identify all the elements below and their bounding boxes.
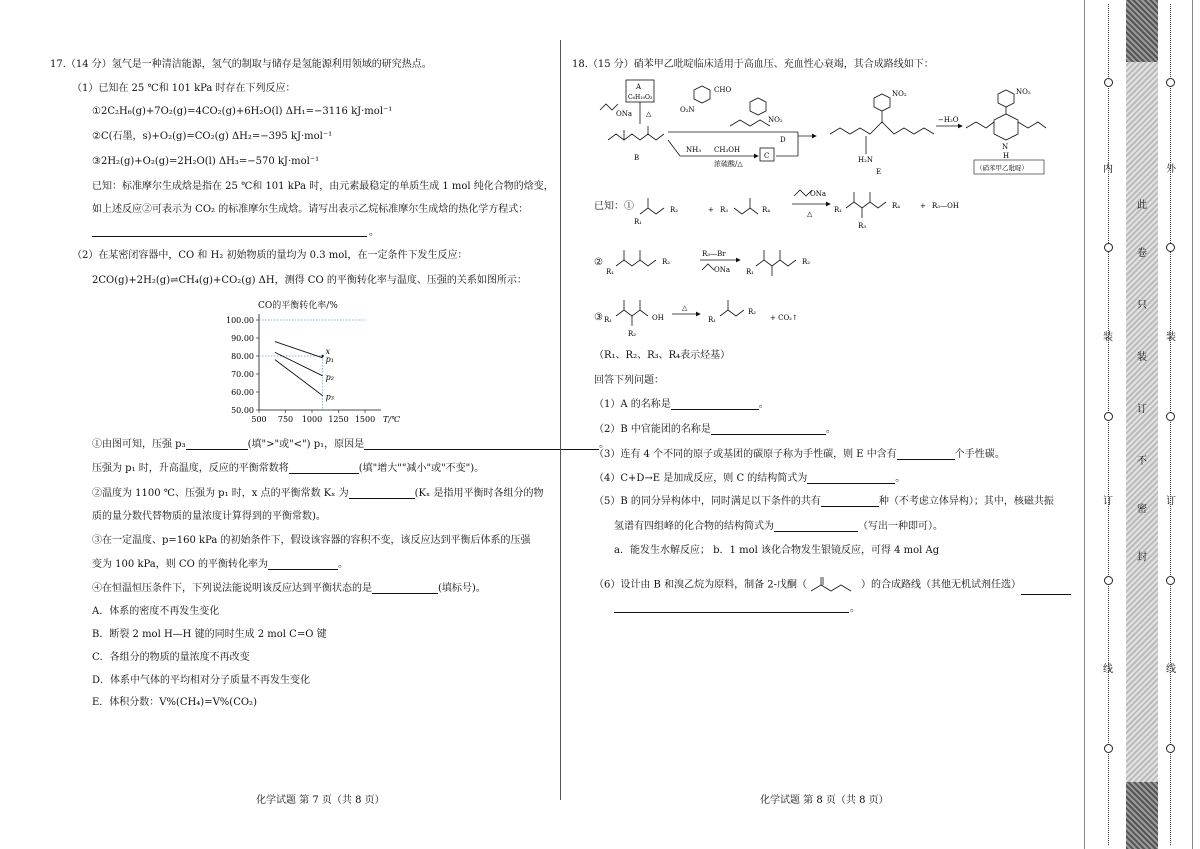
q18-header: 18.（15 分）硝苯甲乙吡啶临床适用于高血压、充血性心衰竭，其合成路线如下：	[572, 59, 934, 70]
known-reaction-1	[634, 184, 984, 236]
k3-r2: R₂	[628, 330, 637, 338]
q17-header: 17.（14 分）氢气是一种清洁能源，氢气的制取与储存是氢能源利用领域的研究热点。	[50, 59, 432, 70]
k1-prod-r3: R₃	[858, 222, 867, 230]
product-nitro: NO₂	[1016, 88, 1031, 96]
q17-s2-cont: 质的量分数代替物质的量浓度计算得到的平衡常数)。	[92, 511, 326, 522]
binding-hole-1	[1104, 78, 1113, 87]
series-line-2	[275, 360, 323, 396]
k3-prod-r1: R₁	[708, 316, 717, 324]
q17-s1-text-b: (填">"或"<") p₁，原因是	[247, 439, 365, 450]
q18-1-text: （1）A 的名称是	[594, 399, 671, 410]
synthesis-scheme	[590, 76, 1050, 180]
blank-s1-3[interactable]	[289, 464, 359, 474]
k1-r2: R₂	[670, 206, 679, 214]
k1-delta: △	[807, 210, 813, 218]
k3-delta: △	[682, 304, 688, 312]
q17-s1-text-c: 压强为 p₁ 时，升高温度，反应的平衡常数将	[92, 463, 289, 474]
q18-3-end: 个手性碳。	[954, 449, 1005, 460]
k1-r3: R₃	[720, 206, 729, 214]
q18-5-text-b: 种（不考虑立体异构）；其中，核磁共振	[878, 496, 1054, 507]
q17-s2-text-b: (Kₓ 是指用平衡时各组分的物	[414, 488, 544, 499]
outer-char-0: 外	[1166, 164, 1176, 175]
compound-d-label: D	[780, 136, 786, 144]
compound-e-amine: H₂N	[858, 156, 874, 164]
compound-e-aryl-ring	[874, 94, 890, 111]
k2-prod-r1: R₁	[746, 268, 755, 276]
blank-q18-6b[interactable]	[614, 612, 849, 613]
q17-part2: （2）在某密闭容器中，CO 和 H₂ 初始物质的量均为 0.3 mol，在一定条件下发生反应：	[72, 250, 468, 261]
q17-answer-line-1[interactable]	[92, 236, 367, 237]
q18-5-text-d: （写出一种即可）。	[858, 521, 943, 532]
blank-q18-5b[interactable]	[774, 522, 858, 532]
dehydration-label: −H₂O	[938, 116, 959, 124]
x-tick-label-2: 1000	[301, 415, 323, 424]
k2-r1: R₁	[606, 268, 615, 276]
x-axis-label: T/℃	[383, 415, 400, 424]
q18-5-text-a: （5）B 的同分异构体中，同时满足以下条件的共有	[594, 496, 821, 507]
y-tick-label-1: 60.00	[231, 388, 254, 397]
strip-border-right	[1192, 0, 1193, 849]
blank-s2[interactable]	[349, 489, 415, 499]
mid-char-1: 装	[1103, 332, 1113, 343]
blank-q18-2[interactable]	[711, 425, 826, 435]
k2-r3br: R₃—Br	[702, 250, 726, 258]
x-tick-label-4: 1500	[354, 415, 376, 424]
q18-5-text-c: 氢谱有四组峰的化合物的结构简式为	[614, 521, 774, 532]
product-aryl-ring	[998, 90, 1014, 107]
q17-option-c: C．各组分的物质的量浓度不再改变	[92, 652, 250, 663]
answer-prompt: 回答下列问题：	[594, 375, 664, 386]
q17-s1-follow	[92, 464, 484, 474]
q17-s2-lead	[92, 489, 543, 499]
blank-s3[interactable]	[268, 560, 338, 570]
x-tick-label-3: 1250	[328, 415, 349, 424]
binding-hole-8	[1166, 412, 1175, 421]
q18-5-conditions: a．能发生水解反应； b．1 mol 该化合物发生银镜反应，可得 4 mol Ag	[614, 545, 940, 556]
k1-r3oh: R₃—OH	[932, 202, 959, 210]
mid-char-2: 订	[1103, 496, 1113, 507]
reagent-nh3: NH₃	[686, 146, 702, 154]
reagent-ch3oh: CH₃OH	[714, 146, 741, 154]
q17-reaction: 2CO(g)+2H₂(g)⇌CH₄(g)+CO₂(g) ΔH，测得 CO 的平衡转化率与温度、压强的关系如图所示：	[92, 275, 527, 286]
compound-b-label: B	[634, 154, 640, 162]
q17-eq2: ②C(石墨，s)+O₂(g)=CO₂(g) ΔH₂=−395 kJ·mol⁻¹	[92, 131, 333, 142]
known-reaction-3	[604, 294, 844, 338]
k2-ona: ONa	[714, 266, 731, 274]
binding-hole-9	[1166, 576, 1175, 585]
inner-char-6: 密	[1137, 504, 1147, 515]
2-pentanone-structure	[807, 575, 861, 595]
binding-hole-10	[1166, 744, 1175, 753]
compound-e-nitro: NO₂	[892, 90, 907, 98]
period: 。	[369, 227, 379, 238]
q18-3-text: （3）连有 4 个不同的原子或基团的碳原子称为手性碳，则 E 中含有	[594, 449, 897, 460]
q17-eq1: ①2C₂H₆(g)+7O₂(g)=4CO₂(g)+6H₂O(l) ΔH₁=−3116 kJ·mol⁻¹	[92, 106, 393, 117]
q17-option-a: A．体系的密度不再发生变化	[92, 606, 220, 617]
q17-s1-lead: ①由图可知，压强 p₃ (填">"或"<") p₁，原因是 。	[92, 439, 610, 450]
aldehyde-nitro: O₂N	[680, 106, 695, 114]
binding-hole-2	[1104, 243, 1113, 252]
compound-e-label: E	[876, 168, 882, 176]
known-label: 已知：①	[594, 201, 634, 212]
point-x-label: x	[325, 347, 331, 356]
strip-hatch-top	[1126, 0, 1158, 62]
q18-6-text-a: （6）设计由 B 和溴乙烷为原料，制备 2-戊酮（	[594, 579, 807, 591]
q18-2	[594, 425, 836, 435]
k2-r2: R₂	[662, 258, 671, 266]
q17-s4-text: ④在恒温恒压条件下，下列说法能说明该反应达到平衡状态的是	[92, 583, 372, 594]
x-tick-label-1: 750	[277, 415, 294, 424]
outer-char-2: 订	[1166, 496, 1176, 507]
q17-known-line1: 已知：标准摩尔生成焓是指在 25 ℃和 101 kPa 时，由元素最稳定的单质生成 1 mol 纯化合物的焓变，	[92, 181, 554, 192]
binding-hole-3	[1104, 412, 1113, 421]
blank-q18-6a[interactable]	[1021, 585, 1071, 595]
q17-s3-lead: ③在一定温度、p=160 kPa 的初始条件下，假设该容器的容积不变，该反应达到平衡后体系的压强	[92, 535, 531, 546]
known-reaction-2	[606, 240, 846, 280]
chart-y-caption: CO的平衡转化率/%	[258, 301, 338, 311]
k3-co2: + CO₂↑	[770, 314, 798, 322]
outer-char-1: 装	[1166, 332, 1176, 343]
binding-hole-6	[1166, 78, 1175, 87]
q17-s2-text-a: ②温度为 1100 ℃、压强为 p₁ 时，x 点的平衡常数 Kₓ 为	[92, 488, 349, 499]
point-x-marker	[321, 355, 323, 357]
q17-s3-cont: 变为 100 kPa，则 CO 的平衡转化率为 。	[92, 559, 348, 570]
footer-page-8: 化学试题 第 8 页（共 8 页）	[760, 795, 889, 806]
q17-s1-text-a: ①由图可知，压强 p₃	[92, 439, 186, 450]
binding-hole-7	[1166, 243, 1175, 252]
product-n-label: N	[1002, 143, 1009, 151]
k1-prod-r1: R₁	[834, 206, 843, 214]
strip-border-left	[1084, 0, 1085, 849]
q18-4-end: 。	[895, 473, 906, 484]
box-c-label: C	[764, 152, 770, 160]
strip-hatch-bottom	[1126, 782, 1158, 849]
reagent-acid: 浓硫酸/△	[714, 160, 743, 168]
q18-6-text-b: ）的合成路线（其他无机试剂任选）	[861, 579, 1021, 591]
q18-4	[594, 474, 905, 484]
q18-4-text: （4）C+D→E 是加成反应，则 C 的结构简式为	[594, 473, 808, 484]
k1-prod-r4: R₄	[892, 202, 901, 210]
outer-dotted-line	[1170, 4, 1171, 845]
k1-ona: ONa	[810, 190, 827, 198]
box-a-formula: C₆H₁₀O₃	[628, 94, 653, 101]
compound-e-skeleton	[830, 122, 934, 134]
q18-5	[594, 497, 1054, 507]
q18-3	[594, 450, 1005, 460]
q17-eq3: ③2H₂(g)+O₂(g)=2H₂O(l) ΔH₃=−570 kJ·mol⁻¹	[92, 156, 320, 167]
inner-char-3: 装	[1137, 352, 1147, 363]
blank-s4[interactable]	[372, 584, 438, 594]
k3-prod-r2: R₂	[748, 308, 757, 316]
inner-char-7: 封	[1137, 552, 1147, 563]
k2-prod-r2: R₂	[802, 258, 811, 266]
q18-2-end: 。	[825, 424, 836, 435]
blank-q18-1[interactable]	[671, 400, 759, 410]
k1-r1: R₁	[634, 218, 643, 226]
co-conversion-chart	[215, 312, 400, 430]
inner-char-1: 卷	[1137, 248, 1147, 259]
q18-1-end: 。	[758, 399, 769, 410]
aldehyde-cho: CHO	[714, 86, 732, 94]
series-label-1: p₂	[325, 372, 334, 382]
blank-q18-5a[interactable]	[821, 497, 879, 507]
q17-option-b: B．断裂 2 mol H—H 键的同时生成 2 mol C=O 键	[92, 629, 327, 640]
inner-char-5: 不	[1137, 456, 1147, 467]
column-divider	[560, 40, 561, 800]
q17-s4-lead	[92, 584, 486, 594]
q18-6	[594, 575, 1071, 595]
known-2-label: ②	[594, 257, 603, 268]
k1-r4: R₄	[762, 206, 771, 214]
q17-s3-text-b: 变为 100 kPa，则 CO 的平衡转化率为	[92, 559, 268, 570]
compound-d-nitro: NO₂	[768, 116, 783, 124]
blank-q18-4[interactable]	[807, 474, 895, 484]
k1-plus-2: +	[920, 202, 926, 210]
compound-b-skeleton	[608, 134, 664, 140]
blank-s1-2[interactable]	[364, 440, 599, 450]
binding-hole-4	[1104, 576, 1113, 585]
inner-char-2: 只	[1137, 300, 1147, 311]
box-a-label: A	[636, 83, 642, 91]
known-3-label: ③	[594, 312, 603, 323]
ethoxide-delta: △	[646, 110, 652, 118]
strip-light-band	[1126, 62, 1158, 782]
series-label-2: p₃	[325, 392, 334, 402]
product-name: （硝苯甲乙吡啶）	[976, 164, 1028, 172]
y-tick-label-2: 70.00	[231, 370, 254, 379]
q18-2-text: （2）B 中官能团的名称是	[594, 424, 711, 435]
y-tick-label-4: 90.00	[231, 334, 254, 343]
product-dihydropyridine-ring	[994, 114, 1018, 140]
q18-1	[594, 400, 769, 410]
inner-dotted-line	[1108, 4, 1109, 845]
inner-char-0: 此	[1137, 200, 1147, 211]
q18-6-end: 。	[850, 603, 860, 614]
y-tick-label-0: 50.00	[231, 406, 254, 415]
q17-option-d: D．体系中气体的平均相对分子质量不再发生变化	[92, 675, 311, 686]
blank-q18-3[interactable]	[897, 450, 955, 460]
ethoxide-label: ONa	[616, 110, 633, 118]
q17-option-e: E．体积分数：V%(CH₄)=V%(CO₂)	[92, 697, 257, 708]
series-line-0	[275, 342, 323, 358]
outer-char-3: 线	[1166, 664, 1176, 675]
q18-5-cont	[614, 522, 943, 532]
k3-oh: OH	[652, 314, 664, 322]
r-group-note: （R₁、R₂、R₃、R₄表示烃基）	[594, 350, 731, 361]
y-tick-label-3: 80.00	[231, 352, 254, 361]
y-tick-label-5: 100.00	[226, 316, 254, 325]
series-label-0: p₁	[325, 354, 334, 364]
x-tick-label-0: 500	[251, 415, 267, 424]
q17-part1: （1）已知在 25 ℃和 101 kPa 时存在下列反应：	[72, 83, 296, 94]
q17-s4-end: (填标号)。	[438, 583, 486, 594]
k3-r1: R₁	[604, 316, 613, 324]
q17-s1-text-d: (填"增大""减小"或"不变")。	[358, 463, 485, 474]
nitrobenzaldehyde-ring	[694, 86, 710, 103]
blank-s1-1[interactable]	[186, 440, 248, 450]
q17-known-line2: 如上述反应②可表示为 CO₂ 的标准摩尔生成焓。请写出表示乙烷标准摩尔生成焓的热化学方程式：	[92, 204, 529, 215]
mid-char-0: 内	[1103, 164, 1113, 175]
mid-char-3: 线	[1103, 664, 1113, 675]
inner-char-4: 订	[1137, 404, 1147, 415]
binding-hole-5	[1104, 744, 1113, 753]
compound-d-ring	[750, 98, 766, 115]
footer-page-7: 化学试题 第 7 页（共 8 页）	[256, 795, 385, 806]
k1-plus: +	[708, 206, 714, 214]
product-h-label: H	[1003, 152, 1010, 160]
